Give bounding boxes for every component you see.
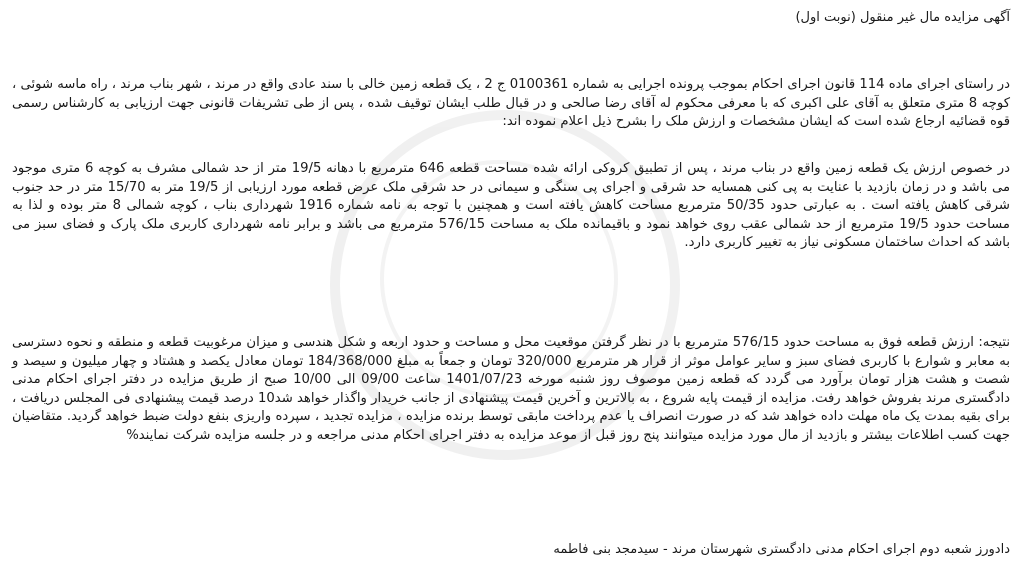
paragraph-property-description: در خصوص ارزش یک قطعه زمین واقع در بناب مرند ، پس از تطبیق کروکی ارائه شده مساحت قطعه 646 مترمربع با دهانه 19/5 متر از حد شمالی مشرف به کوچه 6 متری موجود می باشد و در زمان بازدید با عنایت به پی کنی همسایه حد شرقی و اجرای پی سنگی و سیمانی در حد شرقی ملک عرض قطعه مورد ارزیابی از 19/5 متر به 15/70 متر در حد جنوب شرقی کاهش یافته است . به عبارتی حدود 50/35 مترمربع مساحت کاهش یافته است و همچنین با توجه به نامه شماره 1916 شهرداری بناب ، کوچه شمالی 8 متر بوده و لذا به مساحت حدود 19/5 مترمربع از حد شمالی عقب روی خواهد نمود و باقیمانده ملک به مساحت 576/15 مترمربع می باشد و برابر نامه شهرداری کاربری ملک پارک و فضای سبز می باشد که احداث ساختمان مسکونی نیاز به تغییر کاربری دارد. — [12, 161, 1011, 251]
signature-line: دادورز شعبه دوم اجرای احکام مدنی دادگستری شهرستان مرند - سیدمجد بنی فاطمه — [553, 542, 1010, 557]
notice-title: آگهی مزایده مال غیر منقول (نوبت اول) — [795, 10, 1010, 25]
paragraph-result: نتیجه: ارزش قطعه فوق به مساحت حدود 576/15 مترمربع با در نظر گرفتن موقعیت محل و مساحت و حدود اربعه و شکل هندسی و میزان مرغوبیت قطعه و منطقه و نحوه دسترسی به معابر و شوارع با کاربری فضای سبز و سایر عوامل موثر از قرار هر مترمربع 320/000 تومان و جمعاً به مبلغ 184/368/000 تومان معادل یکصد و هشتاد و چهار میلیون و سیصد و شصت و هشت هزار تومان برآورد می گردد که قطعه زمین موصوف روز شنبه مورخه 1401/07/23 ساعت 09/00 الی 10/00 صبح از طریق مزایده در دفتر اجرای احکام مدنی دادگستری مرند بفروش خواهد رفت. مزایده از قیمت پایه شروع ، به بالاترین و آخرین قیمت پیشنهادی از جانب خریدار واگذار خواهد شد10 درصد قیمت پیشنهادی فی المجلس دریافت ، برای بقیه بمدت یک ماه مهلت داده خواهد شد که در صورت انصراف یا عدم پرداخت مابقی توسط برنده مزایده ، مزایده تجدید ، سپرده واریزی بنفع دولت ضبط خواهد گردید. متقاضیان جهت کسب اطلاعات بیشتر و بازدید از مال مورد مزایده میتوانند پنج روز قبل از موعد مزایده به دفتر اجرای احکام مدنی مراجعه و در جلسه مزایده شرکت نمایند% — [12, 335, 1011, 443]
paragraph-intro: در راستای اجرای ماده 114 قانون اجرای احکام بموجب پرونده اجرایی به شماره 0100361 ج 2 ، یک قطعه زمین خالی با سند عادی واقع در مرند ، شهر بناب مرند ، راه ماسه شوئی ، کوچه 8 متری متعلق به آقای علی اکبری که با معرفی محکوم له آقای رضا صالحی و در قبال طلب ایشان توقیف شده ، پس از طی تشریفات قانونی جهت ارزیابی به کارشناس رسمی قوه قضائیه ارجاع شده است که ایشان مشخصات و ارزش ملک را بشرح ذیل اعلام نموده اند: — [12, 77, 1010, 130]
